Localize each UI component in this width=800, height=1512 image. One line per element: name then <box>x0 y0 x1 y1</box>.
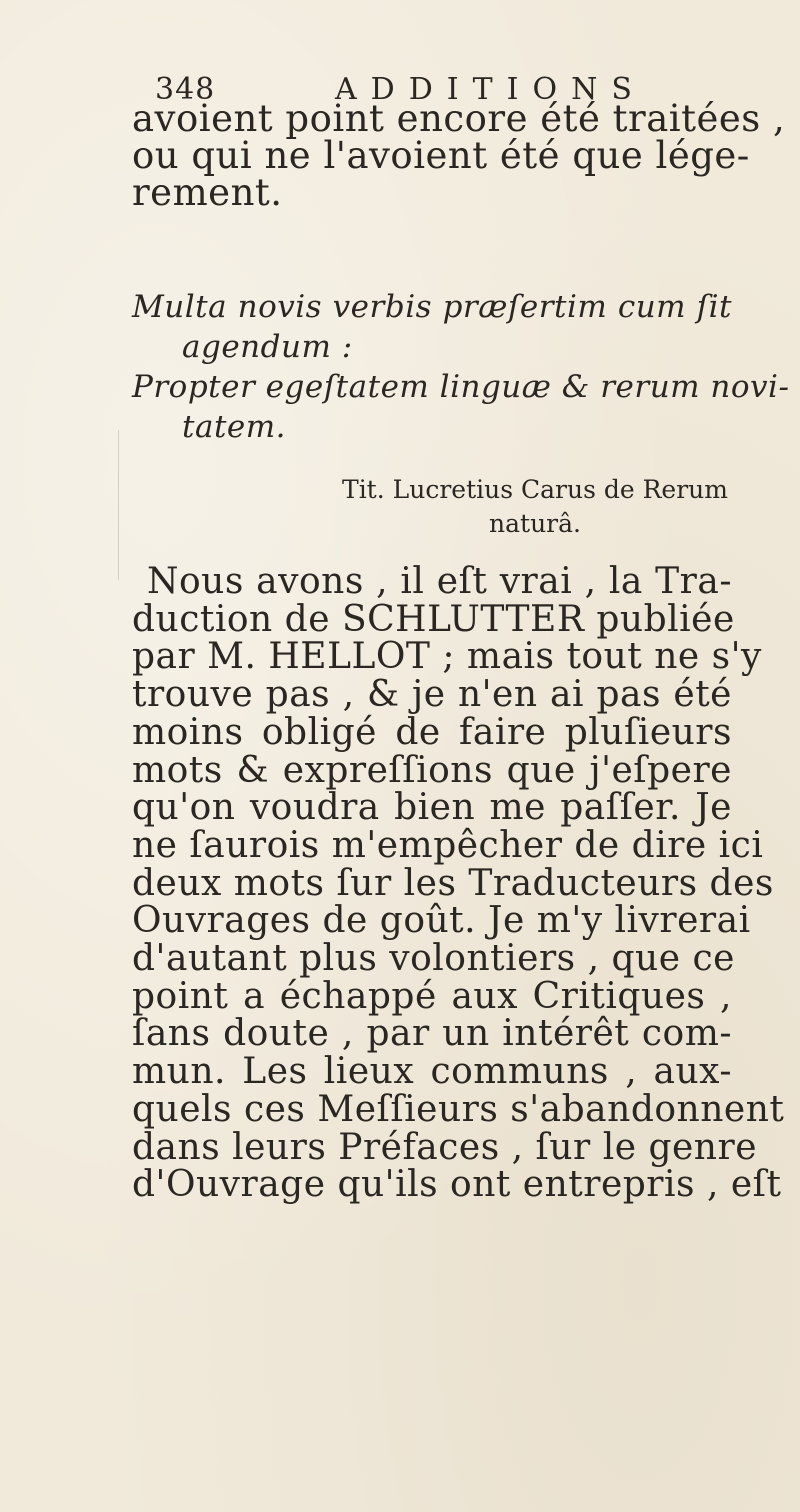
page-number: 348 <box>155 72 216 107</box>
text-line: deux mots ſur les Traducteurs des <box>132 862 774 904</box>
opening-paragraph <box>132 97 786 214</box>
text-line: qu'on voudra bien me paſſer. Je <box>132 787 732 829</box>
text-line: ou qui ne l'avoient été que lége- <box>132 134 750 177</box>
text-line: mots & expreſſions que j'eſpere <box>132 749 732 791</box>
text-line: moins obligé de faire pluſieurs <box>132 711 732 753</box>
text-line: avoient point encore été traitées , <box>132 97 786 140</box>
verse-line: Multa novis verbis præſertim cum ſit <box>132 289 732 325</box>
verse-line: agendum : <box>182 329 353 365</box>
text-line: d'Ouvrage qu'ils ont entrepris , eſt <box>132 1164 782 1206</box>
text-line: dans leurs Préfaces , ſur le genre <box>132 1126 758 1168</box>
latin-verse <box>132 287 790 447</box>
text-line: quels ces Meſſieurs s'abandonnent <box>132 1088 785 1130</box>
text-line: ſans doute , par un intérêt com- <box>132 1013 732 1055</box>
verse-attribution <box>320 473 750 541</box>
verse-line: tatem. <box>182 409 286 445</box>
text-line: d'autant plus volontiers , que ce <box>132 938 735 980</box>
text-line: ne ſaurois m'empêcher de dire ici <box>132 824 764 866</box>
running-title: ADDITIONS <box>335 72 646 107</box>
text-line: point a échappé aux Critiques , <box>132 975 732 1017</box>
text-line: Nous avons , il eſt vrai , la Tra- <box>147 561 732 602</box>
text-line: rement. <box>132 171 283 214</box>
verse-line: Propter egeſtatem linguæ & rerum novi- <box>132 369 790 405</box>
text-line: duction de SCHLUTTER publiée <box>132 598 735 640</box>
text-line: Ouvrages de goût. Je m'y livrerai <box>132 900 751 942</box>
text-line: par M. HELLOT ; mais tout ne s'y <box>132 636 762 678</box>
attribution-line: Tit. Lucretius Carus de Rerum <box>342 475 728 504</box>
text-line: mun. Les lieux communs , aux- <box>132 1051 732 1093</box>
text-line: trouve pas , & je n'en ai pas été <box>132 674 732 716</box>
margin-stain <box>118 430 119 580</box>
attribution-line: naturâ. <box>489 509 581 538</box>
main-paragraph <box>132 561 785 1206</box>
